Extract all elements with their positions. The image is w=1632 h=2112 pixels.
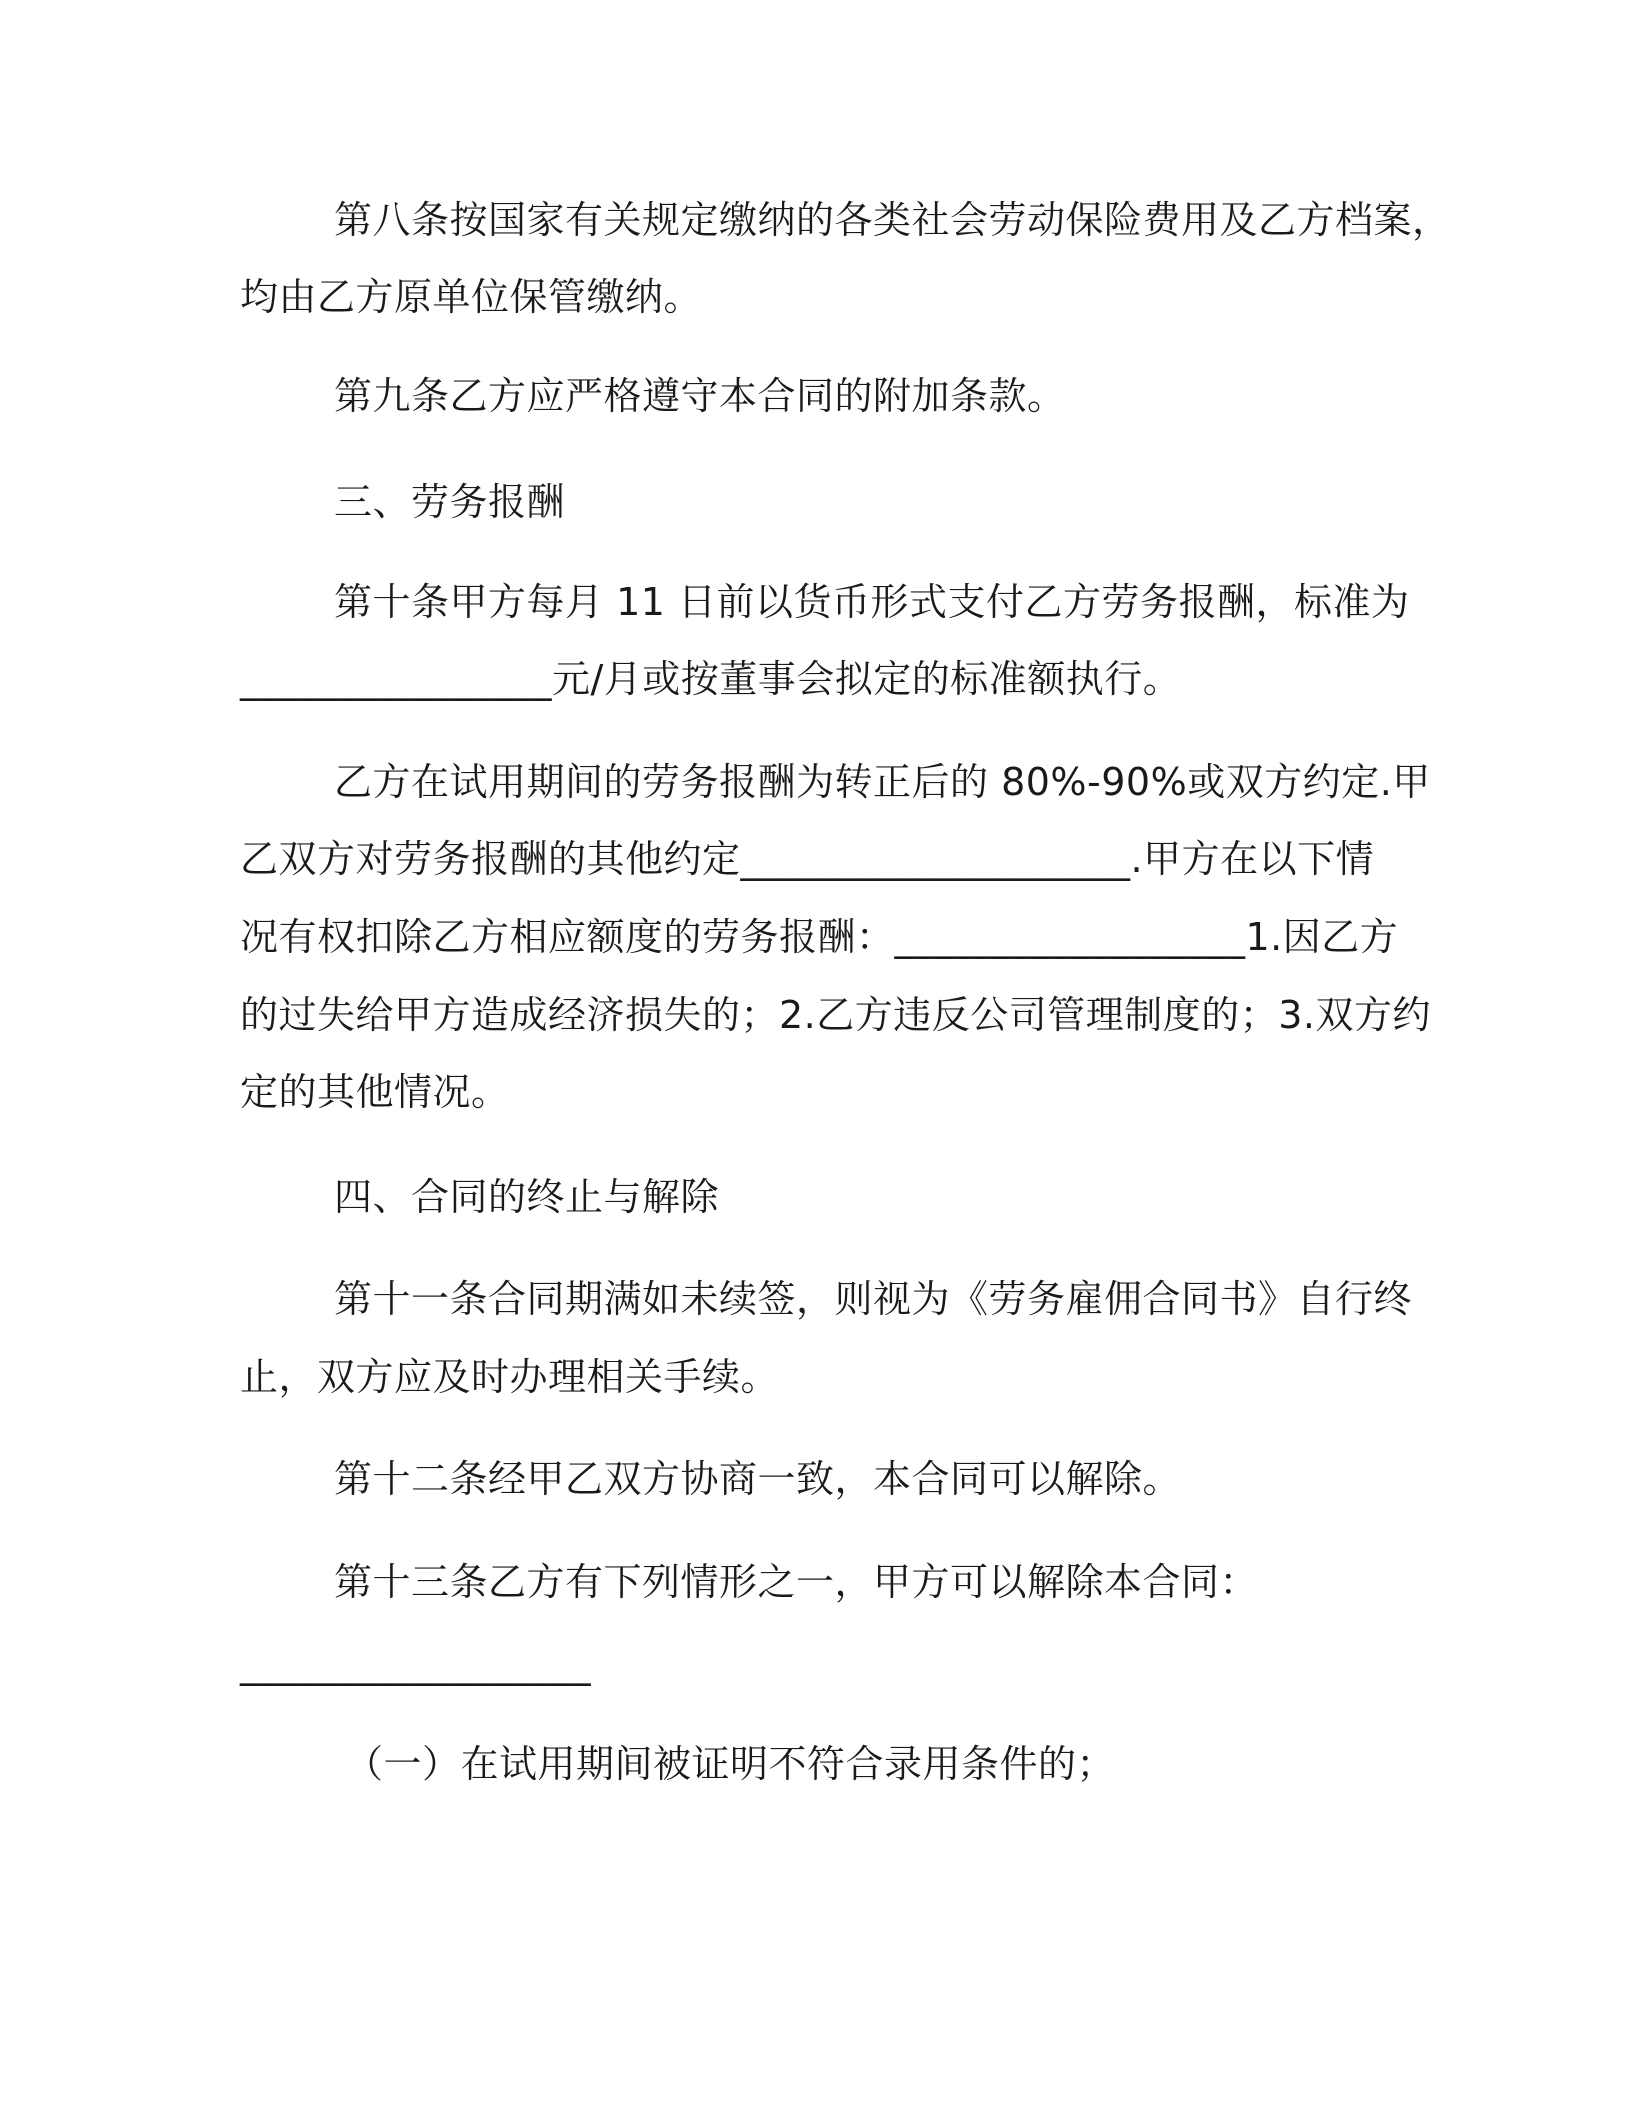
- paragraph-article-11-line-1: 第十一条合同期满如未续签，则视为《劳务雇佣合同书》自行终: [334, 1277, 1413, 1321]
- paragraph-article-12: 第十二条经甲乙双方协商一致，本合同可以解除。: [334, 1457, 1182, 1501]
- paragraph-probation-line-3: 况有权扣除乙方相应额度的劳务报酬：__________________1.因乙方: [240, 915, 1399, 959]
- blank-line: __________________: [240, 1642, 591, 1686]
- paragraph-article-8-line-1: 第八条按国家有关规定缴纳的各类社会劳动保险费用及乙方档案，: [334, 198, 1451, 242]
- paragraph-article-8-line-2: 均由乙方原单位保管缴纳。: [240, 275, 703, 319]
- paragraph-probation-line-5: 定的其他情况。: [240, 1070, 510, 1114]
- paragraph-probation-line-1: 乙方在试用期间的劳务报酬为转正后的 80%-90%或双方约定.甲: [334, 760, 1431, 804]
- paragraph-article-9: 第九条乙方应严格遵守本合同的附加条款。: [334, 374, 1066, 418]
- paragraph-probation-line-2: 乙双方对劳务报酬的其他约定____________________.甲方在以下情: [240, 837, 1375, 881]
- paragraph-article-13: 第十三条乙方有下列情形之一，甲方可以解除本合同：: [334, 1560, 1259, 1604]
- paragraph-probation-line-4: 的过失给甲方造成经济损失的；2.乙方违反公司管理制度的；3.双方约: [240, 993, 1432, 1037]
- paragraph-article-10-line-1: 第十条甲方每月 11 日前以货币形式支付乙方劳务报酬，标准为: [334, 580, 1410, 624]
- list-item-1: （一）在试用期间被证明不符合录用条件的；: [345, 1742, 1116, 1786]
- section-heading-remuneration: 三、劳务报酬: [334, 480, 566, 524]
- section-heading-termination: 四、合同的终止与解除: [334, 1175, 720, 1219]
- paragraph-article-10-line-2: ________________元/月或按董事会拟定的标准额执行。: [240, 657, 1182, 701]
- paragraph-article-11-line-2: 止，双方应及时办理相关手续。: [240, 1355, 780, 1399]
